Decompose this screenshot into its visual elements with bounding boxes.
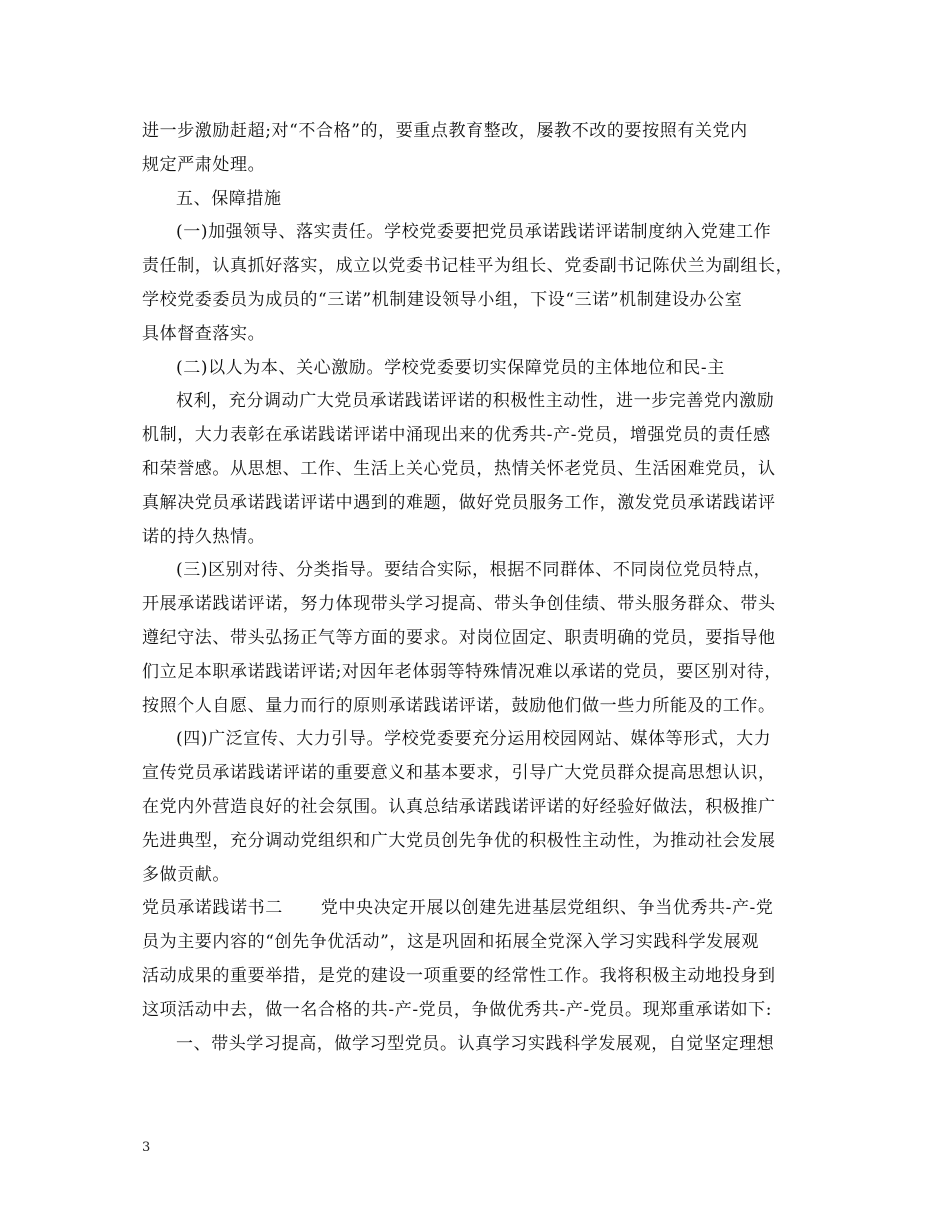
text-line: 开展承诺践诺评诺，努力体现带头学习提高、带头争创佳绩、带头服务群众、带头 <box>142 594 776 615</box>
text-fragment: 党中央决定开展以创建先进基层党组织、争当优秀共-产-党 <box>320 898 774 919</box>
page-number: 3 <box>142 1140 151 1155</box>
text-line: 具体督查落实。 <box>142 323 266 344</box>
text-line: 进一步激励赶超;对“不合格”的，要重点教育整改，屡教不改的要按照有关党内 <box>142 121 748 141</box>
text-line: 按照个人自愿、量力而行的原则承诺践诺评诺，鼓励他们做一些力所能及的工作。 <box>142 695 776 716</box>
text-line: 活动成果的重要举措，是党的建设一项重要的经常性工作。我将积极主动地投身到 <box>142 965 776 986</box>
paragraph-start: (四)广泛宣传、大力引导。学校党委要充分运用校园网站、媒体等形式，大力 <box>176 729 772 750</box>
text-line <box>142 892 832 926</box>
section-title: 党员承诺践诺书二 <box>142 898 283 919</box>
text-line: 员为主要内容的“创先争优活动”，这是巩固和拓展全党深入学习实践科学发展观 <box>142 932 759 953</box>
text-line: 机制，大力表彰在承诺践诺评诺中涌现出来的优秀共-产-党员，增强党员的责任感 <box>142 425 771 446</box>
paragraph-start: 一、带头学习提高，做学习型党员。认真学习实践科学发展观，自觉坚定理想 <box>176 1033 775 1054</box>
text-line: 先进典型，充分调动党组织和广大党员创先争优的积极性主动性，为推动社会发展 <box>142 830 776 851</box>
section-heading: 五、保障措施 <box>176 188 282 209</box>
text-line: 遵纪守法、带头弘扬正气等方面的要求。对岗位固定、职责明确的党员，要指导他 <box>142 627 776 648</box>
text-line: 规定严肃处理。 <box>142 154 266 175</box>
text-line: 这项活动中去，做一名合格的共-产-党员，争做优秀共-产-党员。现郑重承诺如下: <box>142 999 773 1020</box>
paragraph-start: (二)以人为本、关心激励。学校党委要切实保障党员的主体地位和民-主 <box>176 357 725 378</box>
document-body <box>142 115 832 1061</box>
text-line: 责任制，认真抓好落实，成立以党委书记桂平为组长、党委副书记陈伏兰为副组长， <box>142 256 794 277</box>
text-line: 真解决党员承诺践诺评诺中遇到的难题，做好党员服务工作，激发党员承诺践诺评 <box>142 492 776 513</box>
text-line: 权利，充分调动广大党员承诺践诺评诺的积极性主动性，进一步完善党内激励 <box>176 391 775 412</box>
text-line: 们立足本职承诺践诺评诺;对因年老体弱等特殊情况难以承诺的党员，要区别对待， <box>142 661 782 682</box>
paragraph-start: (三)区别对待、分类指导。要结合实际，根据不同群体、不同岗位党员特点， <box>176 560 772 581</box>
text-line: 多做贡献。 <box>142 864 230 885</box>
text-line: 和荣誉感。从思想、工作、生活上关心党员，热情关怀老党员、生活困难党员，认 <box>142 458 776 479</box>
text-line: 诺的持久热情。 <box>142 526 266 547</box>
text-line: 在党内外营造良好的社会氛围。认真总结承诺践诺评诺的好经验好做法，积极推广 <box>142 796 776 817</box>
text-line: 宣传党员承诺践诺评诺的重要意义和基本要求，引导广大党员群众提高思想认识， <box>142 763 776 784</box>
paragraph-start: (一)加强领导、落实责任。学校党委要把党员承诺践诺评诺制度纳入党建工作 <box>176 222 772 243</box>
text-line: 学校党委委员为成员的“三诺”机制建设领导小组，下设“三诺”机制建设办公室 <box>142 289 743 310</box>
